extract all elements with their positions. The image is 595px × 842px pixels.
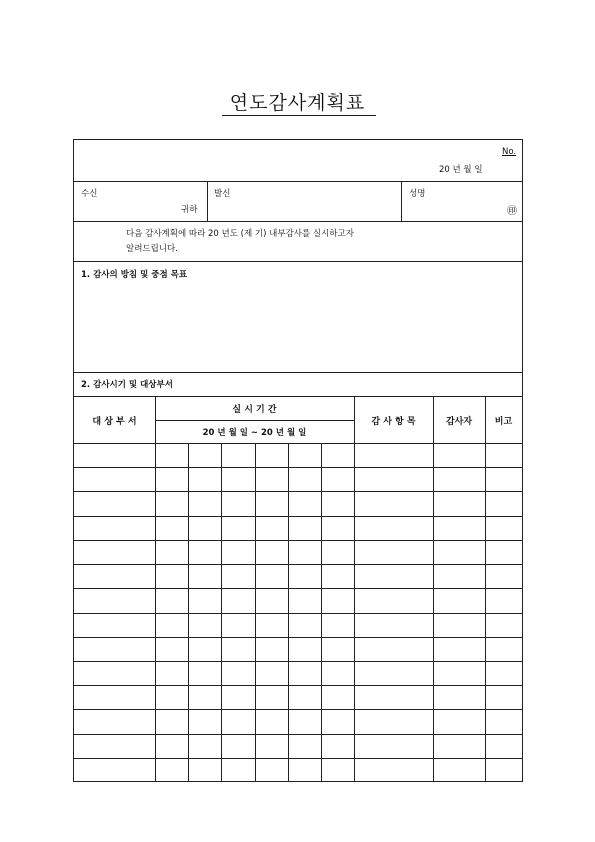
- table-row[interactable]: [74, 661, 522, 685]
- section-2-heading: 2. 감사시기 및 대상부서: [81, 380, 173, 390]
- issue-date-field[interactable]: 20 년 월 일: [439, 165, 483, 175]
- divider: [255, 443, 256, 782]
- name-label: 성명: [409, 189, 426, 199]
- audit-policy-text-area[interactable]: [74, 282, 522, 370]
- table-row[interactable]: [74, 491, 522, 515]
- table-row[interactable]: [74, 734, 522, 758]
- divider: [188, 443, 189, 782]
- table-row[interactable]: [74, 709, 522, 733]
- recipient-label: 수신: [81, 189, 98, 199]
- title-underline: [222, 115, 376, 116]
- table-row[interactable]: [74, 540, 522, 564]
- document-number-label: No.: [502, 147, 517, 157]
- seal-mark: ㊞: [507, 206, 517, 217]
- table-row[interactable]: [74, 467, 522, 491]
- column-header-period: 실 시 기 간: [232, 405, 277, 415]
- table-row[interactable]: [74, 685, 522, 709]
- table-row[interactable]: [74, 588, 522, 612]
- table-row[interactable]: [74, 516, 522, 540]
- table-row[interactable]: [74, 637, 522, 661]
- section-1-heading: 1. 감사의 방침 및 중점 목표: [81, 270, 188, 280]
- divider: [74, 372, 522, 373]
- divider: [74, 396, 522, 397]
- table-row[interactable]: [74, 564, 522, 588]
- divider: [401, 181, 402, 221]
- divider: [221, 443, 222, 782]
- column-header-note: 비고: [494, 417, 513, 427]
- period-header-divider: [155, 420, 354, 421]
- document-title: 연도감사계획표: [229, 92, 366, 114]
- intro-line-2: 알려드립니다.: [126, 244, 178, 254]
- recipient-honorific: 귀하: [181, 205, 198, 215]
- table-row[interactable]: [74, 443, 522, 467]
- divider: [74, 181, 522, 182]
- sender-label: 발신: [214, 189, 231, 199]
- column-header-auditor: 감사자: [445, 417, 473, 427]
- divider: [74, 261, 522, 262]
- audit-schedule-table-body: [74, 443, 522, 782]
- divider: [74, 221, 522, 222]
- column-header-department: 대 상 부 서: [92, 417, 137, 427]
- table-row[interactable]: [74, 758, 522, 782]
- form-sheet: [73, 139, 523, 782]
- divider: [207, 181, 208, 221]
- column-header-period-dates: 20 년 월 일 ~ 20 년 월 일: [202, 428, 307, 438]
- table-row[interactable]: [74, 613, 522, 637]
- divider: [288, 443, 289, 782]
- column-header-audit-items: 감 사 항 목: [371, 417, 416, 427]
- divider: [321, 443, 322, 782]
- intro-line-1: 다음 감사계획에 따라 20 년도 (제 기) 내부감사를 실시하고자: [126, 229, 354, 239]
